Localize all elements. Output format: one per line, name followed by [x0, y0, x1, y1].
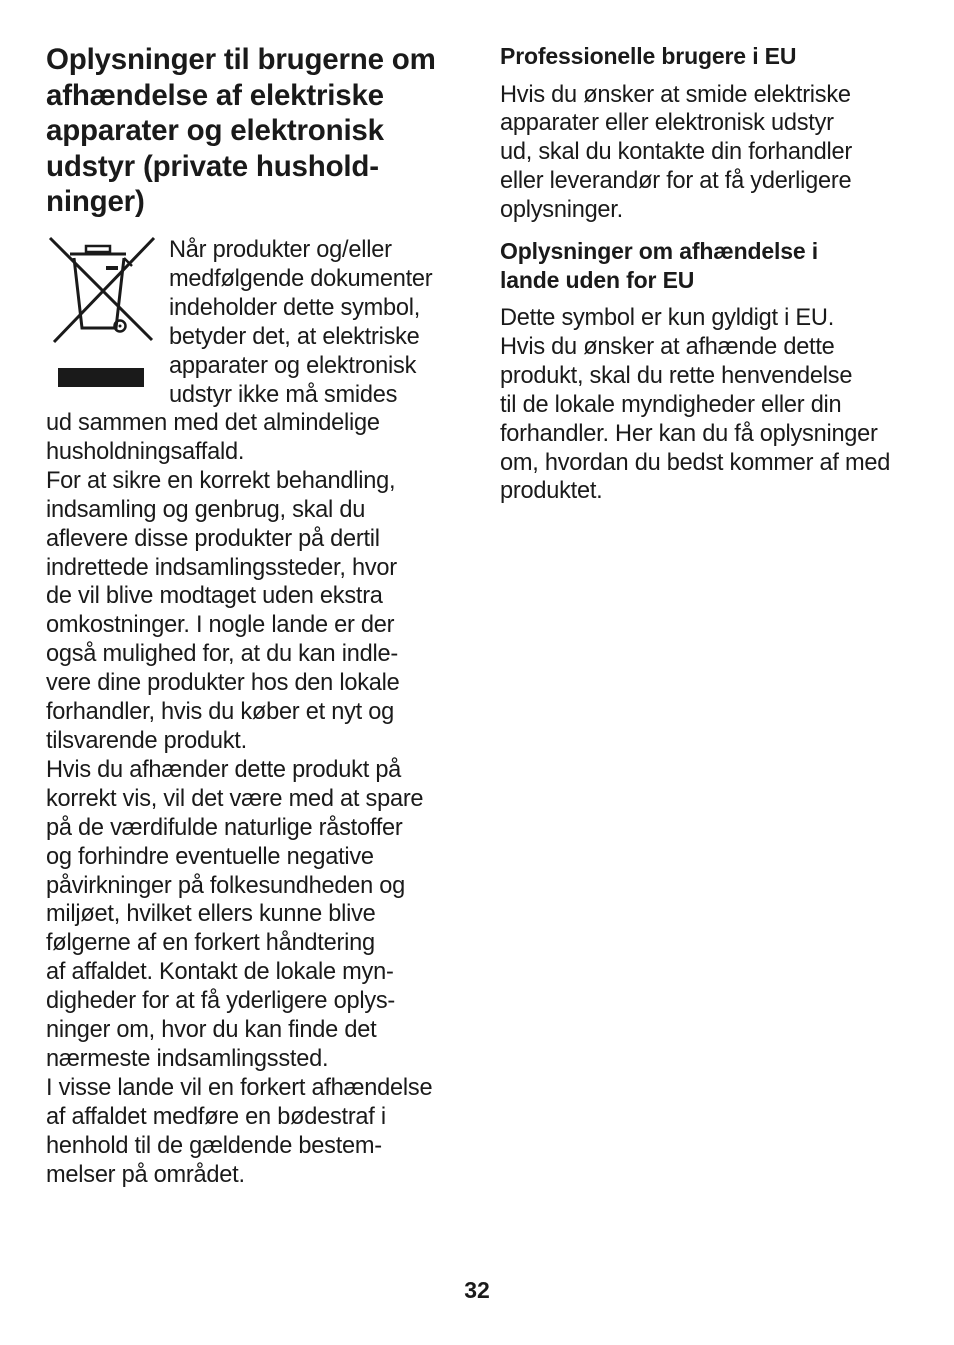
text-line: apparater eller elektronisk udstyr	[500, 110, 834, 137]
text-line: vere dine produkter hos den lokale	[46, 670, 400, 697]
text-line: Hvis du afhænder dette produkt på	[46, 756, 402, 783]
text-line: miljøet, hvilket ellers kunne blive	[46, 901, 376, 928]
text-line: indeholder dette symbol,	[169, 294, 421, 321]
left-column	[46, 42, 456, 220]
text-line: indrettede indsamlingssteder, hvor	[46, 554, 397, 581]
text-line: produktet.	[500, 478, 603, 505]
text-line: digheder for at få yderligere oplys-	[46, 988, 396, 1015]
text-line: Når produkter og/eller	[169, 237, 392, 263]
title-line: Oplysninger til brugerne om	[46, 43, 436, 76]
body-paragraphs	[46, 409, 456, 1189]
text-line: For at sikre en korrekt behandling,	[46, 467, 396, 494]
text-line: I visse lande vil en forkert afhændelse	[46, 1074, 433, 1101]
title-line: apparater og elektronisk	[46, 114, 384, 147]
text-line: eller leverandør for at få yderligere	[500, 168, 852, 195]
text-line: Dette symbol er kun gyldigt i EU.	[500, 305, 834, 332]
text-line: aflevere disse produkter på dertil	[46, 525, 380, 552]
section-heading-professional	[500, 42, 912, 71]
text-line: betyder det, at elektriske	[169, 323, 420, 350]
section-text-outside-eu	[500, 304, 912, 506]
text-line: om, hvordan du bedst kommer af med	[500, 449, 891, 476]
text-line: apparater og elektronisk	[169, 352, 417, 379]
text-line: indsamling og genbrug, skal du	[46, 496, 366, 523]
page-title	[46, 42, 456, 220]
text-line: korrekt vis, vil det være med at spare	[46, 785, 424, 812]
text-line: medfølgende dokumenter	[169, 265, 433, 292]
text-line: omkostninger. I nogle lande er der	[46, 612, 395, 639]
text-line: henhold til de gældende bestem-	[46, 1132, 382, 1159]
text-line: nærmeste indsamlingssted.	[46, 1045, 329, 1072]
text-line: husholdningsaffald.	[46, 438, 245, 465]
crossed-out-wheeled-bin-icon	[46, 232, 164, 392]
text-line: produkt, skal du rette henvendelse	[500, 362, 853, 389]
text-line: de vil blive modtaget uden ekstra	[46, 583, 383, 610]
text-line: følgerne af en forkert håndtering	[46, 930, 375, 957]
text-line: på de værdifulde naturlige råstoffer	[46, 814, 403, 841]
text-line: også mulighed for, at du kan indle-	[46, 641, 398, 668]
text-line: til de lokale myndigheder eller din	[500, 391, 842, 418]
text-line: tilsvarende produkt.	[46, 727, 247, 754]
text-line: ninger om, hvor du kan finde det	[46, 1017, 377, 1044]
title-line: udstyr (private hushold-	[46, 149, 379, 183]
heading-line: Oplysninger om afhændelse i	[500, 238, 819, 265]
page-number: 32	[464, 1277, 490, 1303]
text-line: ud, skal du kontakte din forhandler	[500, 139, 852, 166]
text-line: Hvis du ønsker at smide elektriske	[500, 81, 851, 108]
text-line: udstyr ikke må smides	[169, 381, 398, 408]
intro-paragraph	[169, 236, 432, 409]
text-line: og forhindre eventuelle negative	[46, 843, 374, 870]
title-line: afhændelse af elektriske	[46, 78, 384, 112]
text-line: Hvis du ønsker at afhænde dette	[500, 333, 835, 360]
text-line: forhandler. Her kan du få oplysninger	[500, 420, 878, 447]
text-line: af affaldet medføre en bødestraf i	[46, 1103, 386, 1130]
text-line: oplysninger.	[500, 197, 623, 224]
heading-line: lande uden for EU	[500, 266, 695, 293]
text-line: påvirkninger på folkesundheden og	[46, 872, 406, 899]
text-line: ud sammen med det almindelige	[46, 410, 380, 436]
title-line: ninger)	[46, 185, 145, 218]
section-heading-outside-eu	[500, 237, 912, 294]
text-line: forhandler, hvis du køber et nyt og	[46, 699, 394, 726]
text-line: melser på området.	[46, 1161, 245, 1188]
right-column	[500, 42, 912, 506]
weee-symbol	[46, 232, 164, 392]
text-line: af affaldet. Kontakt de lokale myn-	[46, 959, 394, 986]
section-text-professional	[500, 81, 912, 226]
heading-line: Professionelle brugere i EU	[500, 43, 797, 69]
